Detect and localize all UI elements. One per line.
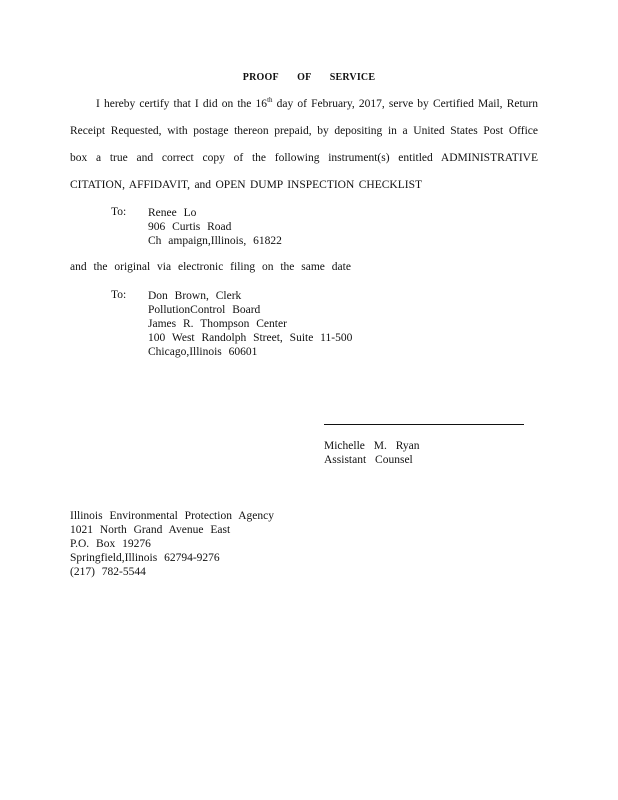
agency-city: Springfield,Illinois 62794-9276	[70, 552, 220, 564]
signer-title: Assistant Counsel	[324, 454, 413, 466]
agency-street: 1021 North Grand Avenue East	[70, 524, 231, 536]
recipient-building: James R. Thompson Center	[148, 318, 287, 330]
signer-name: Michelle M. Ryan	[324, 440, 420, 452]
paragraph-line-3: box a true and correct copy of the following instrument(s) entitled ADMINISTRATIVE	[70, 152, 538, 164]
to-label: To:	[111, 206, 127, 218]
recipient-name: Renee Lo	[148, 207, 197, 219]
agency-phone: (217) 782-5544	[70, 566, 146, 578]
recipient-name: Don Brown, Clerk	[148, 290, 242, 302]
paragraph-line-4: CITATION, AFFIDAVIT, and OPEN DUMP INSPECTION CHECKLIST	[70, 179, 422, 191]
paragraph-line-2: Receipt Requested, with postage thereon prepaid, by depositing in a United States Post Office	[70, 125, 538, 137]
recipient-organization: PollutionControl Board	[148, 304, 261, 316]
paragraph-line-1: I hereby certify that I did on the 16th day of February, 2017, serve by Certified Mail, Return	[96, 96, 538, 110]
recipient-city: Chicago,Illinois 60601	[148, 346, 258, 358]
recipient-street: 906 Curtis Road	[148, 221, 232, 233]
agency-name: Illinois Environmental Protection Agency	[70, 510, 274, 522]
page-title: PROOF OF SERVICE	[242, 72, 376, 83]
to-label: To:	[111, 289, 127, 301]
original-filing-note: and the original via electronic filing on the same date	[70, 261, 351, 273]
ordinal-suffix: th	[267, 96, 273, 105]
signature-line	[324, 424, 524, 425]
agency-po-box: P.O. Box 19276	[70, 538, 151, 550]
recipient-street: 100 West Randolph Street, Suite 11-500	[148, 332, 353, 344]
recipient-city: Ch ampaign,Illinois, 61822	[148, 235, 282, 247]
